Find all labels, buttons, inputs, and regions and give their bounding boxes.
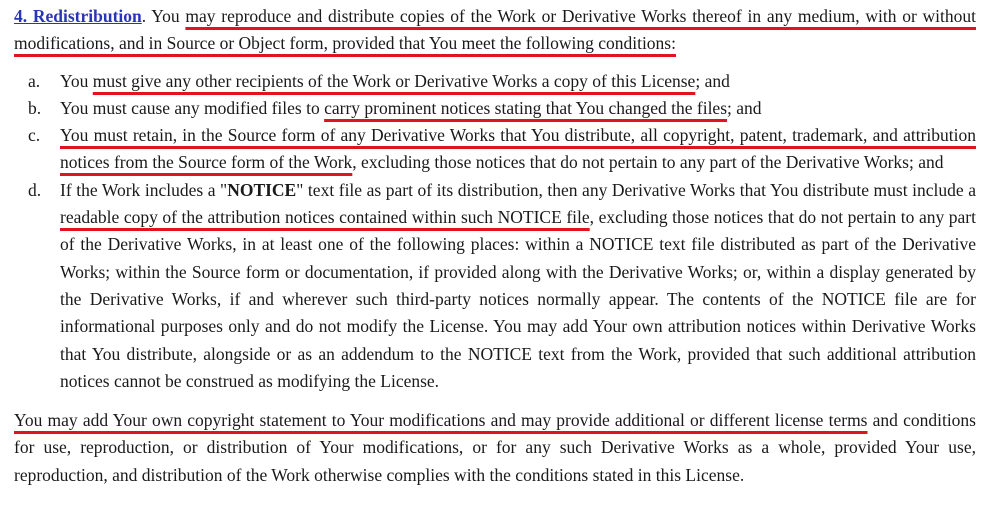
list-marker: b. bbox=[28, 97, 42, 118]
condition-highlighted-text: readable copy of the attribution notices contained within such NOTICE file bbox=[60, 207, 590, 228]
condition-text: " text file as part of its distribution, then any Derivative Works that You distribute must include a bbox=[296, 179, 976, 200]
closing-paragraph bbox=[14, 407, 976, 489]
closing-highlighted-text: You may add Your own copyright statement to Your modifications and may provide additional or different license terms bbox=[14, 410, 868, 431]
redistribution-heading-link[interactable]: 4. Redistribution bbox=[14, 6, 142, 26]
condition-text: ; and bbox=[727, 97, 762, 118]
license-document bbox=[14, 3, 976, 489]
condition-highlighted-text: must give any other recipients of the Work or Derivative Works a copy of this License bbox=[92, 70, 696, 91]
condition-item-d bbox=[28, 177, 976, 395]
notice-bold-word: NOTICE bbox=[227, 179, 297, 200]
condition-item-c bbox=[28, 122, 976, 177]
closing-text: and conditions for use, reproduction, or distribution of Your modifications, or for any such Derivative Works as a whole, provided Your use, reproduction, and distribution of the Work otherwise complies with the conditions stated in this License. bbox=[14, 410, 976, 485]
condition-item-a bbox=[28, 68, 976, 95]
list-marker: d. bbox=[28, 179, 42, 200]
list-marker: a. bbox=[28, 70, 41, 91]
redistribution-intro bbox=[14, 3, 976, 58]
condition-highlighted-text: carry prominent notices stating that You changed the files bbox=[324, 97, 728, 118]
condition-text: , excluding those notices that do not pertain to any part of the Derivative Works; and bbox=[352, 152, 944, 173]
conditions-list bbox=[14, 68, 976, 396]
condition-text: You must cause any modified files to bbox=[60, 97, 325, 118]
condition-text: , excluding those notices that do not pertain to any part of the Derivative Works, in at least one of the following places: within a NOTICE text file distributed as part of the Derivative Works; within the Source form or documentation, if provided along with the Derivative Works; or, within a display generated by the Derivative Works, if and wherever such third-party notices normally appear. The contents of the NOTICE file are for informational purposes only and do not modify the License. You may add Your own attribution notices within Derivative Works that You distribute, alongside or as an addendum to the NOTICE text from the Work, provided that such additional attribution notices cannot be construed as modifying the License. bbox=[60, 207, 976, 391]
condition-text: ; and bbox=[695, 70, 730, 91]
condition-highlighted-text: You must retain, in the Source form of any Derivative Works that You distribute, all copyright, patent, trademark, and attribution notices from the Source form of the Work bbox=[60, 125, 976, 173]
condition-item-b bbox=[28, 95, 976, 122]
intro-lead-text: . You bbox=[141, 6, 186, 26]
intro-highlighted-text: may reproduce and distribute copies of the Work or Derivative Works thereof in any medium, with or without modifications, and in Source or Object form, provided that You meet the following conditions: bbox=[14, 6, 976, 54]
condition-text: You bbox=[60, 70, 93, 91]
condition-text: If the Work includes a " bbox=[60, 179, 228, 200]
list-marker: c. bbox=[28, 125, 41, 146]
